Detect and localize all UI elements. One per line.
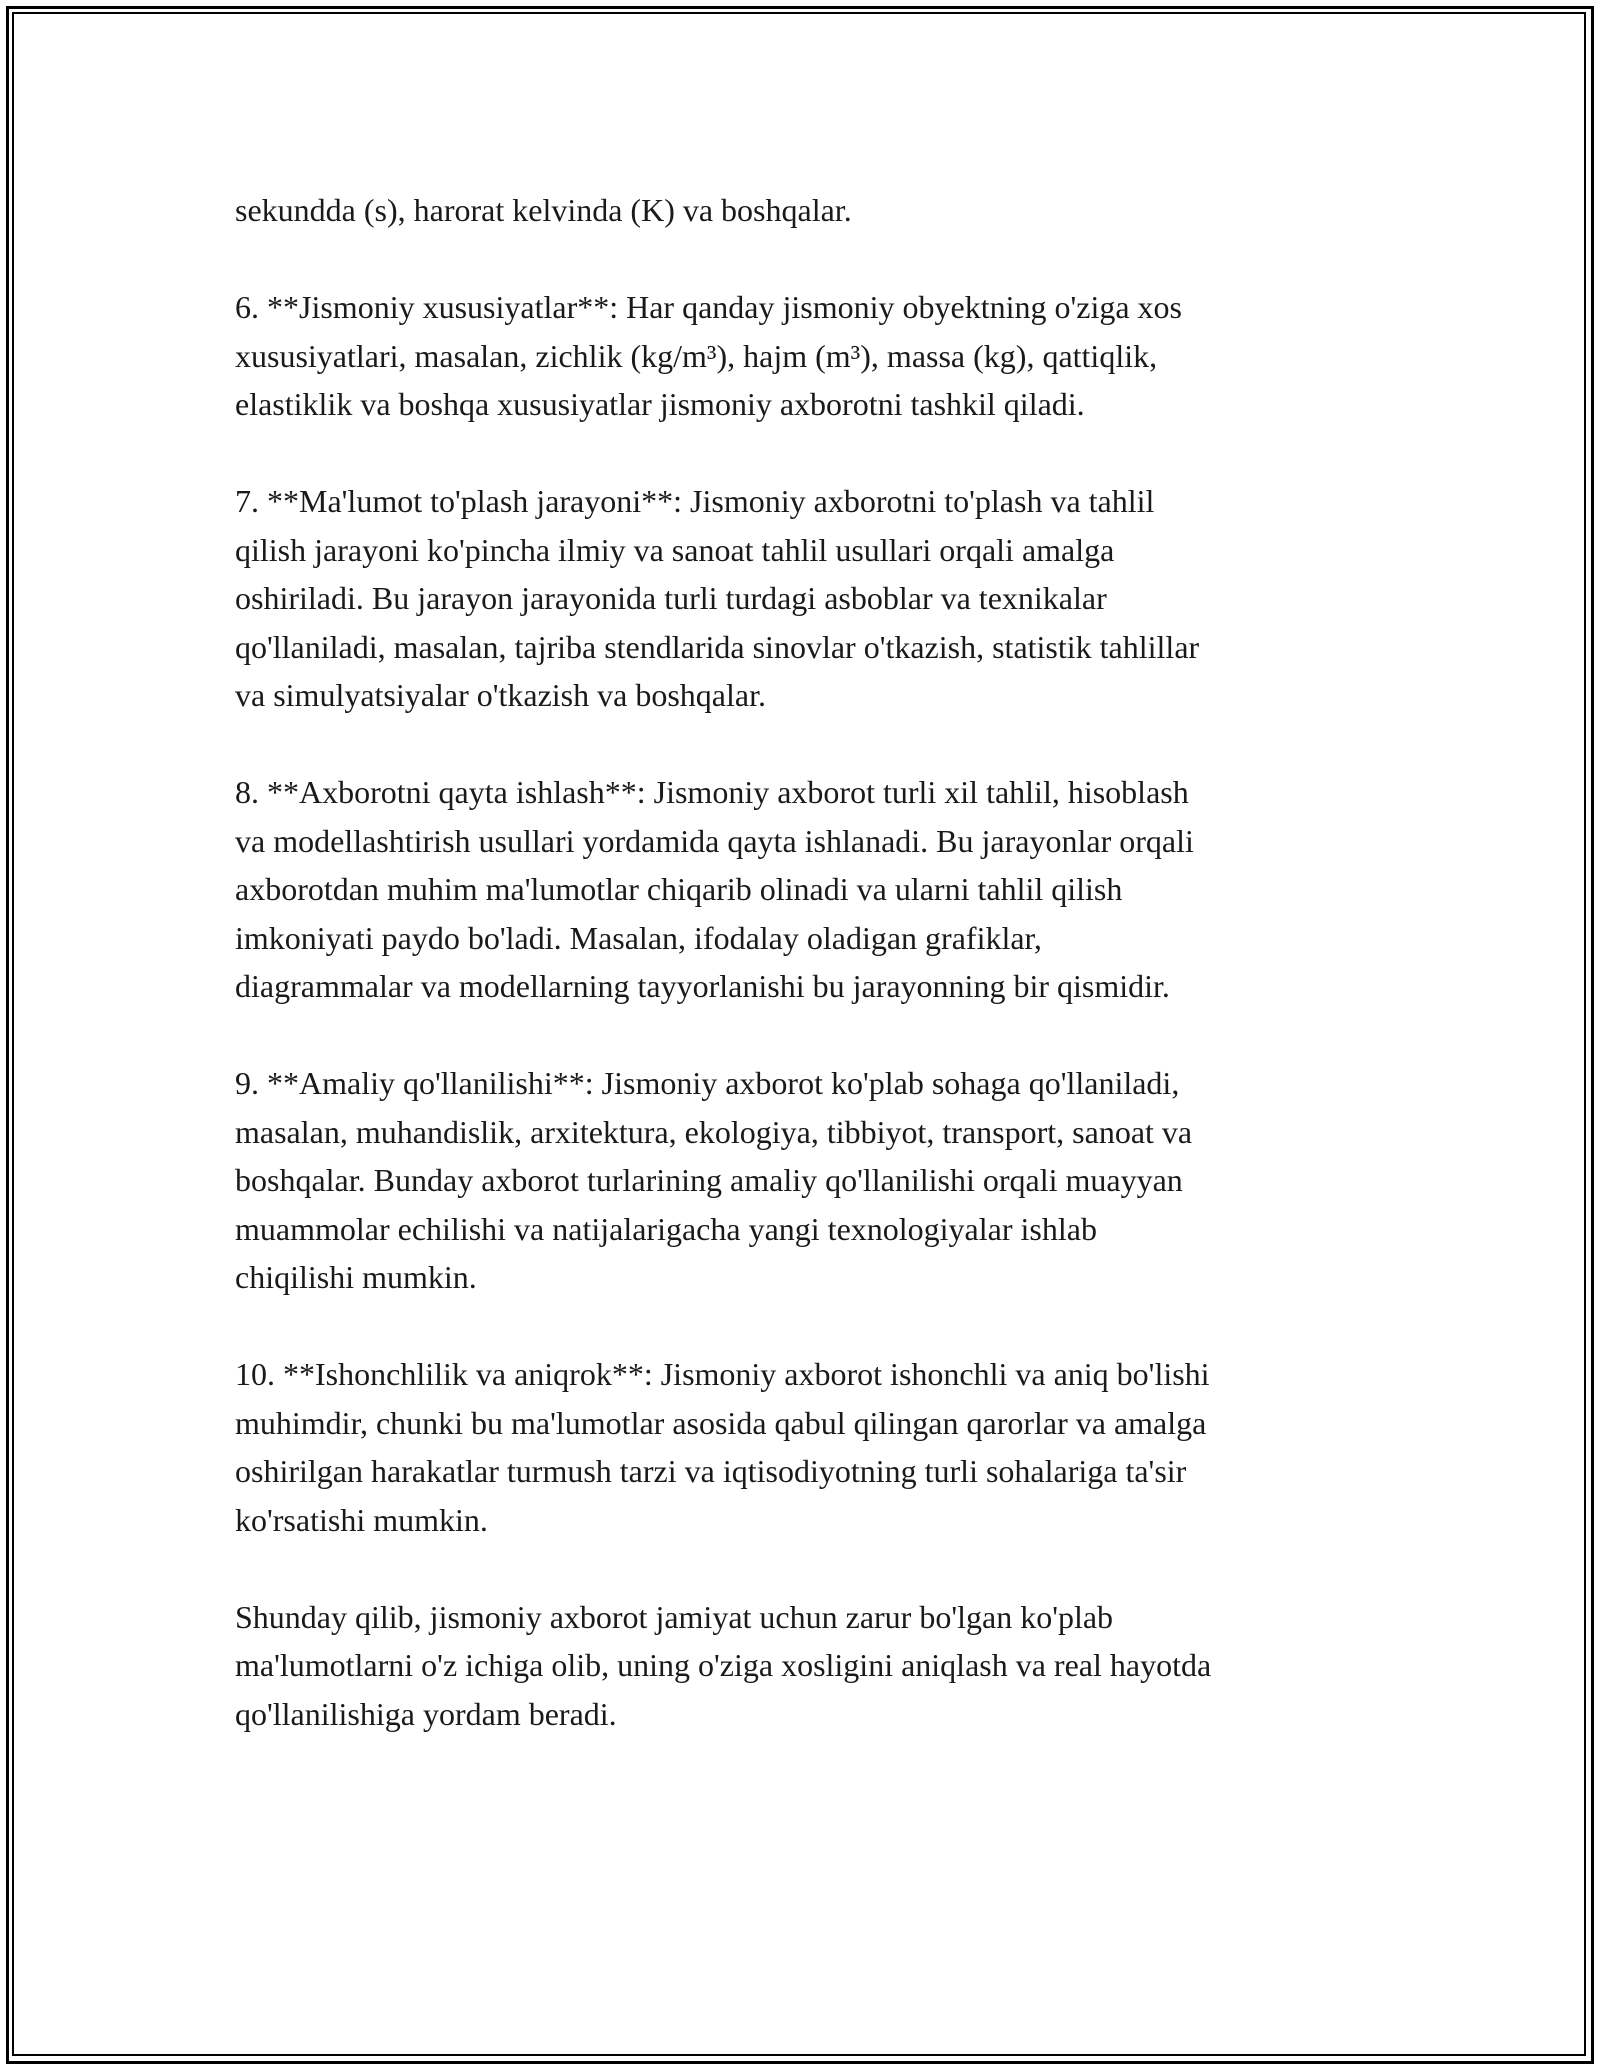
text-line: 6. **Jismoniy xususiyatlar**: Har qanday jismoniy obyektning o'ziga xos: [235, 289, 1182, 325]
text-line: masalan, muhandislik, arxitektura, ekologiya, tibbiyot, transport, sanoat va: [235, 1113, 1193, 1150]
paragraph-conclusion: [235, 1593, 1375, 1739]
text-line: 8. **Axborotni qayta ishlash**: Jismoniy axborot turli xil tahlil, hisoblash: [235, 774, 1189, 810]
paragraph-item-10: [235, 1350, 1375, 1544]
text-line: imkoniyati paydo bo'ladi. Masalan, ifodalay oladigan grafiklar,: [235, 919, 1042, 956]
text-line: va modellashtirish usullari yordamida qayta ishlanadi. Bu jarayonlar orqali: [235, 822, 1194, 859]
paragraph-item-9: [235, 1059, 1375, 1302]
paragraph-item-8: [235, 768, 1375, 1011]
text-line: muammolar echilishi va natijalarigacha yangi texnologiyalar ishlab: [235, 1210, 1097, 1247]
text-line: boshqalar. Bunday axborot turlarining amaliy qo'llanilishi orqali muayyan: [235, 1162, 1183, 1198]
text-line: qo'llanilishiga yordam beradi.: [235, 1695, 617, 1732]
document-body: [235, 186, 1375, 1787]
text-line: muhimdir, chunki bu ma'lumotlar asosida qabul qilingan qarorlar va amalga: [235, 1404, 1207, 1441]
text-line: ma'lumotlarni o'z ichiga olib, uning o'ziga xosligini aniqlash va real hayotda: [235, 1647, 1212, 1683]
text-line: axborotdan muhim ma'lumotlar chiqarib olinadi va ularni tahlil qilish: [235, 871, 1123, 907]
text-line: sekundda (s), harorat kelvinda (K) va boshqalar.: [235, 192, 852, 228]
text-line: oshiriladi. Bu jarayon jarayonida turli turdagi asboblar va texnikalar: [235, 580, 1107, 616]
text-line: diagrammalar va modellarning tayyorlanishi bu jarayonning bir qismidir.: [235, 968, 1170, 1004]
text-line: 7. **Ma'lumot to'plash jarayoni**: Jismoniy axborotni to'plash va tahlil: [235, 483, 1155, 519]
text-line: elastiklik va boshqa xususiyatlar jismoniy axborotni tashkil qiladi.: [235, 386, 1085, 422]
paragraph-item-7: [235, 477, 1375, 720]
text-line: 9. **Amaliy qo'llanilishi**: Jismoniy axborot ko'plab sohaga qo'llaniladi,: [235, 1065, 1180, 1101]
text-line: xususiyatlari, masalan, zichlik (kg/m³), hajm (m³), massa (kg), qattiqlik,: [235, 337, 1158, 374]
text-line: oshirilgan harakatlar turmush tarzi va iqtisodiyotning turli sohalariga ta'sir: [235, 1453, 1187, 1489]
text-line: va simulyatsiyalar o'tkazish va boshqalar.: [235, 677, 766, 713]
text-line: chiqilishi mumkin.: [235, 1259, 477, 1295]
text-line: 10. **Ishonchlilik va aniqrok**: Jismoniy axborot ishonchli va aniq bo'lishi: [235, 1356, 1210, 1392]
paragraph-continuation: [235, 186, 1375, 235]
paragraph-item-6: [235, 283, 1375, 429]
text-line: qilish jarayoni ko'pincha ilmiy va sanoat tahlil usullari orqali amalga: [235, 531, 1115, 568]
text-line: ko'rsatishi mumkin.: [235, 1501, 488, 1538]
text-line: qo'llaniladi, masalan, tajriba stendlarida sinovlar o'tkazish, statistik tahlillar: [235, 628, 1200, 665]
text-line: Shunday qilib, jismoniy axborot jamiyat uchun zarur bo'lgan ko'plab: [235, 1598, 1114, 1635]
